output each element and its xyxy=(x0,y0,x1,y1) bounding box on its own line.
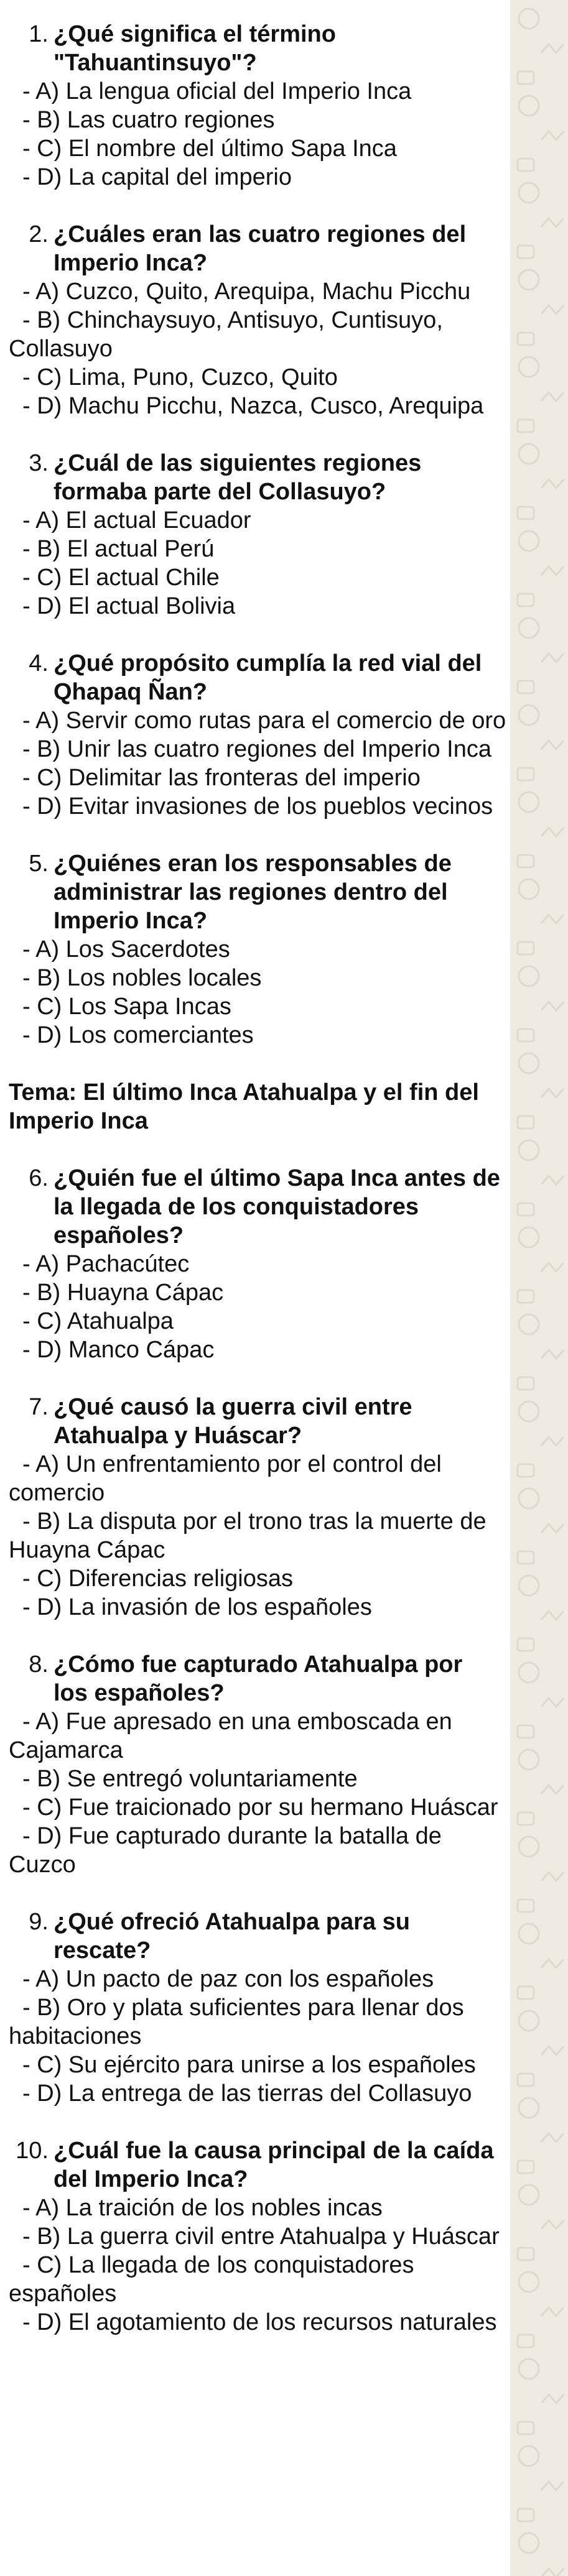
doodle-circle-icon xyxy=(519,531,539,551)
doodle-zigzag-icon xyxy=(541,1698,564,1707)
doodle-box-icon xyxy=(518,1900,534,1912)
question-heading xyxy=(9,220,506,277)
doodle-box-icon xyxy=(518,2335,534,2347)
doodle-box-icon xyxy=(518,681,534,693)
question-text: ¿Cuáles eran las cuatro regiones del Imperio Inca? xyxy=(54,221,467,276)
doodle-zigzag-icon xyxy=(541,479,564,488)
question-heading xyxy=(9,449,506,506)
question-number: 9. xyxy=(29,1909,49,1935)
answer-option: - A) La lengua oficial del Imperio Inca xyxy=(22,78,412,104)
answer-option: - C) El actual Chile xyxy=(22,565,220,591)
answer-option: - D) Fue capturado durante la batalla de Cuzco xyxy=(9,1823,442,1878)
answer-option: - C) Diferencias religiosas xyxy=(22,1566,294,1592)
question-heading xyxy=(9,1393,506,1450)
answer-option: - C) Lima, Puno, Cuzco, Quito xyxy=(22,364,338,390)
doodle-zigzag-icon xyxy=(541,741,564,749)
answer-option: - B) La guerra civil entre Atahualpa y Huáscar xyxy=(22,2223,500,2250)
doodle-circle-icon xyxy=(519,444,539,464)
answer-option: - B) El actual Perú xyxy=(22,536,215,562)
answer-option: - D) La capital del imperio xyxy=(22,164,292,190)
doodle-box-icon xyxy=(518,1464,534,1477)
answer-option: - B) Los nobles locales xyxy=(22,965,262,991)
doodle-zigzag-icon xyxy=(541,1176,564,1184)
question-number: 6. xyxy=(29,1165,49,1191)
answer-option: - A) Cuzco, Quito, Arequipa, Machu Picchu xyxy=(22,279,471,305)
answer-option: - C) Atahualpa xyxy=(22,1308,174,1334)
doodle-box-icon xyxy=(518,1203,534,1216)
doodle-box-icon xyxy=(518,1029,534,1041)
question-text: ¿Qué causó la guerra civil entre Atahualpa y Huáscar? xyxy=(54,1394,412,1449)
answer-option: - C) Delimitar las fronteras del imperio xyxy=(22,765,421,791)
doodle-circle-icon xyxy=(519,879,539,899)
doodle-box-icon xyxy=(518,1725,534,1738)
answer-option: - A) Los Sacerdotes xyxy=(22,936,230,963)
question-item xyxy=(9,1650,506,1879)
answer-option: - A) Un enfrentamiento por el control del comercio xyxy=(9,1451,442,1506)
question-item xyxy=(9,1908,506,2108)
answer-option: - B) Chinchaysuyo, Antisuyo, Cuntisuyo, Collasuyo xyxy=(9,307,443,362)
doodle-circle-icon xyxy=(519,1401,539,1421)
doodle-circle-icon xyxy=(519,2098,539,2118)
quiz-list xyxy=(9,20,506,2365)
question-text: ¿Cuál fue la causa principal de la caída del Imperio Inca? xyxy=(54,2138,494,2192)
doodle-circle-icon xyxy=(519,2359,539,2379)
doodle-box-icon xyxy=(518,1551,534,1564)
doodle-circle-icon xyxy=(519,618,539,638)
answer-option: - D) El agotamiento de los recursos naturales xyxy=(22,2309,497,2335)
doodle-zigzag-icon xyxy=(541,392,564,401)
answer-option: - D) La invasión de los españoles xyxy=(22,1594,372,1620)
doodle-circle-icon xyxy=(519,966,539,986)
doodle-zigzag-icon xyxy=(541,1611,564,1620)
doodle-circle-icon xyxy=(519,1227,539,1247)
answer-option: - B) La disputa por el trono tras la muerte de Huayna Cápac xyxy=(9,1508,487,1563)
doodle-circle-icon xyxy=(519,2446,539,2466)
doodle-circle-icon xyxy=(519,1663,539,1683)
question-heading xyxy=(9,2136,506,2194)
answer-option: - A) Un pacto de paz con los españoles xyxy=(22,1966,434,1992)
doodle-box-icon xyxy=(518,768,534,780)
question-number: 8. xyxy=(29,1651,49,1678)
doodle-box-icon xyxy=(518,333,534,345)
answer-option: - D) Los comerciantes xyxy=(22,1022,254,1048)
answer-option: - B) Se entregó voluntariamente xyxy=(22,1766,358,1792)
question-text: ¿Qué ofreció Atahualpa para su rescate? xyxy=(54,1909,410,1964)
doodle-circle-icon xyxy=(519,2533,539,2553)
answer-option: - D) Manco Cápac xyxy=(22,1337,215,1363)
question-text: ¿Qué propósito cumplía la red vial del Qhapaq Ñan? xyxy=(54,650,482,705)
doodle-circle-icon xyxy=(519,1576,539,1595)
doodle-circle-icon xyxy=(519,1924,539,1944)
doodle-circle-icon xyxy=(519,792,539,812)
question-item xyxy=(9,849,506,1050)
doodle-zigzag-icon xyxy=(541,305,564,314)
question-heading xyxy=(9,1164,506,1250)
answer-option: - D) Evitar invasiones de los pueblos vecinos xyxy=(22,793,493,819)
doodle-circle-icon xyxy=(519,2272,539,2292)
doodle-box-icon xyxy=(518,2161,534,2173)
doodle-zigzag-icon xyxy=(541,1959,564,1968)
question-number: 5. xyxy=(29,851,49,877)
doodle-zigzag-icon xyxy=(541,2569,564,2576)
doodle-zigzag-icon xyxy=(541,2220,564,2229)
answer-option: - B) Las cuatro regiones xyxy=(22,107,275,133)
doodle-box-icon xyxy=(518,1290,534,1303)
doodle-box-icon xyxy=(518,159,534,171)
doodle-circle-icon xyxy=(519,1053,539,1073)
doodle-zigzag-icon xyxy=(541,1350,564,1359)
answer-option: - B) Unir las cuatro regiones del Imperio Inca xyxy=(22,736,491,762)
doodle-circle-icon xyxy=(519,705,539,725)
doodle-zigzag-icon xyxy=(541,2133,564,2142)
answer-option: - A) El actual Ecuador xyxy=(22,507,251,533)
doodle-zigzag-icon xyxy=(541,915,564,923)
doodle-box-icon xyxy=(518,72,534,84)
doodle-zigzag-icon xyxy=(541,1524,564,1533)
question-heading xyxy=(9,849,506,935)
doodle-zigzag-icon xyxy=(541,131,564,140)
doodle-zigzag-icon xyxy=(541,1437,564,1446)
answer-option: - A) Servir como rutas para el comercio de oro xyxy=(22,708,506,734)
doodle-box-icon xyxy=(518,2074,534,2086)
doodle-zigzag-icon xyxy=(541,2394,564,2403)
doodle-box-icon xyxy=(518,855,534,867)
question-number: 7. xyxy=(29,1394,49,1420)
question-heading xyxy=(9,1908,506,1965)
doodle-zigzag-icon xyxy=(541,1872,564,1881)
doodle-zigzag-icon xyxy=(541,218,564,227)
doodle-box-icon xyxy=(518,507,534,519)
answer-option: - D) La entrega de las tierras del Collasuyo xyxy=(22,2080,472,2107)
doodle-circle-icon xyxy=(519,1314,539,1334)
doodle-zigzag-icon xyxy=(541,566,564,575)
doodle-box-icon xyxy=(518,2509,534,2521)
doodle-box-icon xyxy=(518,1812,534,1825)
doodle-circle-icon xyxy=(519,2185,539,2205)
answer-option: - C) Los Sapa Incas xyxy=(22,994,231,1020)
answer-option: - C) Fue traicionado por su hermano Huáscar xyxy=(22,1794,498,1821)
doodle-circle-icon xyxy=(519,2011,539,2031)
chat-background-strip xyxy=(510,0,568,2576)
doodle-zigzag-icon xyxy=(541,1089,564,1097)
answer-option: - C) El nombre del último Sapa Inca xyxy=(22,136,397,162)
doodle-pattern-icon xyxy=(510,0,568,2576)
doodle-zigzag-icon xyxy=(541,1002,564,1010)
doodle-circle-icon xyxy=(519,1837,539,1857)
answer-option: - C) Su ejército para unirse a los españoles xyxy=(22,2052,476,2078)
section-topic-heading: Tema: El último Inca Atahualpa y el fin del Imperio Inca xyxy=(9,1079,479,1134)
answer-option: - B) Huayna Cápac xyxy=(22,1280,224,1306)
answer-option: - D) El actual Bolivia xyxy=(22,593,236,619)
doodle-zigzag-icon xyxy=(541,2481,564,2490)
doodle-zigzag-icon xyxy=(541,1785,564,1794)
doodle-box-icon xyxy=(518,246,534,258)
question-item xyxy=(9,2136,506,2337)
doodle-circle-icon xyxy=(519,1140,539,1160)
question-item xyxy=(9,1393,506,1622)
question-item xyxy=(9,220,506,420)
doodle-box-icon xyxy=(518,2422,534,2434)
question-number: 3. xyxy=(29,450,49,476)
doodle-box-icon xyxy=(518,942,534,954)
question-item xyxy=(9,449,506,621)
doodle-zigzag-icon xyxy=(541,44,564,53)
answer-option: - D) Machu Picchu, Nazca, Cusco, Arequipa xyxy=(22,393,484,419)
answer-option: - A) Pachacútec xyxy=(22,1251,190,1277)
question-item xyxy=(9,1164,506,1364)
doodle-box-icon xyxy=(518,1987,534,1999)
doodle-circle-icon xyxy=(519,183,539,203)
doodle-circle-icon xyxy=(519,1489,539,1508)
doodle-circle-icon xyxy=(519,1750,539,1770)
doodle-zigzag-icon xyxy=(541,2307,564,2316)
question-item xyxy=(9,649,506,821)
question-heading xyxy=(9,1650,506,1707)
question-heading xyxy=(9,649,506,706)
question-text: ¿Qué significa el término "Tahuantinsuyo"? xyxy=(54,21,336,76)
question-heading xyxy=(9,20,506,77)
answer-option: - A) Fue apresado en una emboscada en Cajamarca xyxy=(9,1709,452,1763)
question-text: ¿Cuál de las siguientes regiones formaba parte del Collasuyo? xyxy=(54,450,422,505)
question-text: ¿Cómo fue capturado Atahualpa por los españoles? xyxy=(54,1651,463,1706)
doodle-box-icon xyxy=(518,1638,534,1651)
doodle-circle-icon xyxy=(519,270,539,290)
doodle-box-icon xyxy=(518,594,534,606)
question-number: 10. xyxy=(16,2138,49,2164)
doodle-circle-icon xyxy=(519,96,539,116)
doodle-circle-icon xyxy=(519,357,539,377)
doodle-zigzag-icon xyxy=(541,2046,564,2055)
question-text: ¿Quién fue el último Sapa Inca antes de la llegada de los conquistadores españoles? xyxy=(54,1165,500,1249)
answer-option: - A) La traición de los nobles incas xyxy=(22,2195,383,2221)
doodle-box-icon xyxy=(518,2248,534,2260)
question-text: ¿Quiénes eran los responsables de administrar las regiones dentro del Imperio Inca? xyxy=(54,851,452,934)
doodle-circle-icon xyxy=(519,9,539,29)
question-number: 2. xyxy=(29,221,49,247)
question-item xyxy=(9,20,506,192)
answer-option: - B) Oro y plata suficientes para llenar dos habitaciones xyxy=(9,1995,464,2049)
doodle-zigzag-icon xyxy=(541,1263,564,1272)
doodle-zigzag-icon xyxy=(541,653,564,662)
question-number: 4. xyxy=(29,650,49,676)
doodle-zigzag-icon xyxy=(541,828,564,836)
doodle-box-icon xyxy=(518,1377,534,1390)
question-number: 1. xyxy=(29,21,49,47)
doodle-box-icon xyxy=(518,420,534,432)
doodle-box-icon xyxy=(518,1116,534,1129)
answer-option: - C) La llegada de los conquistadores españoles xyxy=(9,2252,414,2307)
